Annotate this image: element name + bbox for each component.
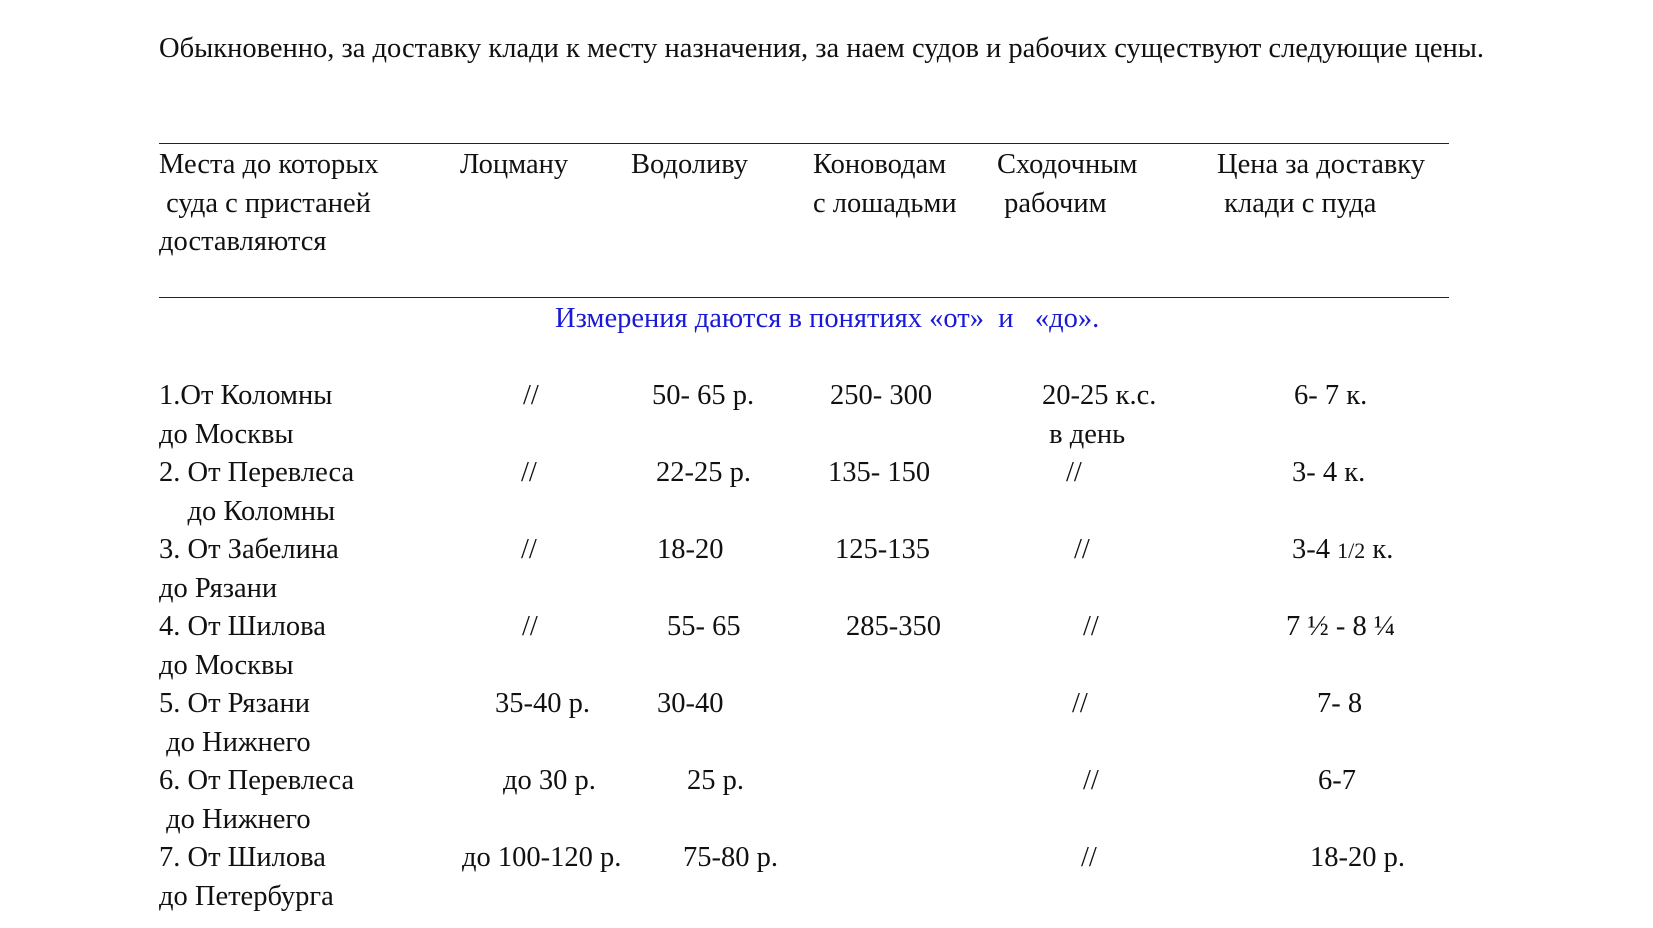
row-7-price: 18-20 р. — [1310, 842, 1405, 873]
row-5-workers: // — [1072, 688, 1088, 719]
row-1-pilot: // — [523, 380, 539, 411]
row-1-horsemen: 250- 300 — [830, 380, 933, 411]
row-3-price — [1292, 531, 1393, 571]
row-6-pilot: до 30 р. — [503, 765, 596, 796]
row-4-horsemen: 285-350 — [846, 611, 941, 642]
row-3-price-fraction: 1/2 — [1337, 538, 1366, 563]
row-2-price: 3- 4 к. — [1292, 457, 1366, 488]
row-7-place: 7. От Шилова до Петербурга — [159, 842, 334, 912]
row-6-price: 6-7 — [1318, 765, 1356, 796]
intro-paragraph: Обыкновенно, за доставку клади к месту назначения, за наем судов и рабочих существуют следующие цены. — [159, 33, 1485, 64]
table-header-rule — [159, 297, 1449, 298]
row-7-pilot: до 100-120 р. — [462, 842, 622, 873]
row-3-price-tail: к. — [1365, 534, 1394, 565]
row-4-bailer: 55- 65 — [667, 611, 741, 642]
row-4-place: 4. От Шилова до Москвы — [159, 611, 326, 681]
header-pilot: Лоцману — [460, 149, 569, 180]
row-3-bailer: 18-20 — [657, 534, 724, 565]
header-workers: Сходочным рабочим — [997, 149, 1138, 219]
row-1-bailer: 50- 65 р. — [652, 380, 755, 411]
row-3-horsemen: 125-135 — [835, 534, 930, 565]
row-2-pilot: // — [521, 457, 537, 488]
row-4-pilot: // — [522, 611, 538, 642]
row-5-pilot: 35-40 р. — [495, 688, 590, 719]
row-7-workers: // — [1081, 842, 1097, 873]
header-bailer: Водоливу — [631, 149, 749, 180]
row-2-workers: // — [1066, 457, 1082, 488]
row-3-workers: // — [1074, 534, 1090, 565]
row-5-bailer: 30-40 — [657, 688, 724, 719]
row-3-place: 3. От Забелина до Рязани — [159, 534, 339, 604]
measurement-note: Измерения даются в понятиях «от» и «до». — [555, 303, 1100, 334]
row-5-price: 7- 8 — [1317, 688, 1363, 719]
row-3-pilot: // — [521, 534, 537, 565]
header-places: Места до которых суда с пристаней доставляются — [159, 149, 379, 257]
row-2-horsemen: 135- 150 — [828, 457, 931, 488]
row-6-bailer: 25 р. — [687, 765, 744, 796]
row-2-place: 2. От Перевлеса до Коломны — [159, 457, 355, 527]
row-2-bailer: 22-25 р. — [656, 457, 751, 488]
header-price: Цена за доставку клади с пуда — [1217, 149, 1426, 219]
row-4-price: 7 ½ - 8 ¼ — [1286, 611, 1396, 642]
row-1-workers: 20-25 к.с. в день — [1042, 380, 1157, 450]
table-top-rule — [159, 143, 1449, 144]
row-7-bailer: 75-80 р. — [683, 842, 778, 873]
row-6-place: 6. От Перевлеса до Нижнего — [159, 765, 355, 835]
row-1-place: 1.От Коломны до Москвы — [159, 380, 333, 450]
row-3-price-main: 3-4 — [1292, 534, 1338, 565]
row-6-workers: // — [1083, 765, 1099, 796]
header-horsemen: Коноводам с лошадьми — [813, 149, 957, 219]
row-1-price: 6- 7 к. — [1294, 380, 1368, 411]
row-5-place: 5. От Рязани до Нижнего — [159, 688, 311, 758]
row-4-workers: // — [1083, 611, 1099, 642]
